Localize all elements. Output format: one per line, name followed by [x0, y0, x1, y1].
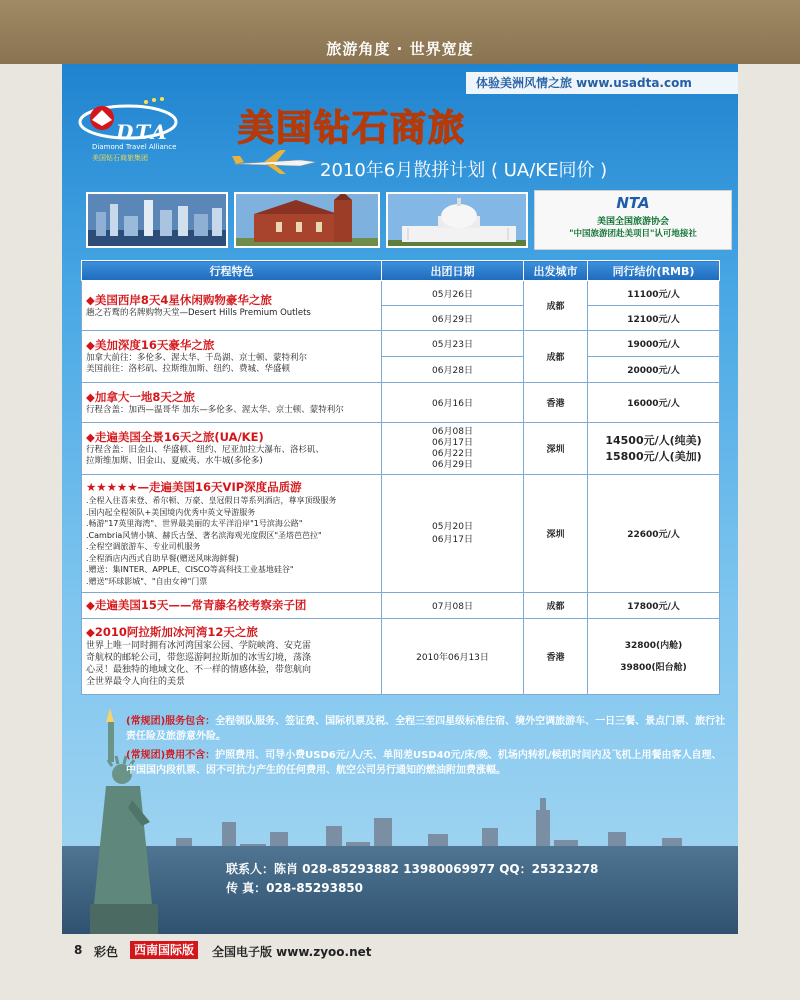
price-cell: 20000元/人: [588, 357, 720, 383]
nta-badge: [534, 190, 732, 250]
trip-desc: .全程入住喜来登、希尔顿、万豪、皇冠假日等系列酒店，尊享顶级服务 .国内起全程领队+美国境内优秀中英文导游服务 .畅游"17英里海湾"、世界最美丽的太平洋沿岸"1号滨海公路" .Cambria风情小镇、赫氏古堡、著名滨海观光度假区"圣塔芭芭拉" .全程空调旅游车、专业司机服务 .全程酒店内西式自助早餐(赠送风味海鲜餐) .赠送：集INTER、APPLE、CISCO等高科技工业基地硅谷" .赠送"环球影城"、"自由女神"门票: [86, 496, 337, 586]
date-cell: 2010年06月13日: [382, 619, 524, 695]
dta-logo: [76, 96, 236, 166]
table-header-row: [82, 261, 720, 281]
logo-subtitle-en: Diamond Travel Alliance: [92, 143, 177, 151]
trip-title[interactable]: ◆加拿大一地8天之旅: [86, 389, 195, 404]
date-cell: 06月08日 06月17日 06月22日 06月29日: [382, 423, 524, 475]
nta-logo-icon: NTA: [616, 194, 650, 212]
trip-desc: 加拿大前往：多伦多、渥太华、千岛湖、京士顿、蒙特利尔 美国前往：洛杉矶、拉斯维加斯、纽约、费城、华盛顿: [86, 353, 308, 374]
city-cell: 成都: [524, 593, 588, 619]
table-row: [82, 383, 720, 423]
city-cell: 深圳: [524, 423, 588, 475]
trip-title[interactable]: ◆走遍美国全景16天之旅(UA/KE): [86, 430, 264, 444]
date-cell: 05月23日: [382, 331, 524, 357]
trip-title[interactable]: ◆走遍美国15天——常青藤名校考察亲子团: [86, 598, 307, 612]
date-cell: 06月29日: [382, 306, 524, 331]
price-cell: 22600元/人: [588, 475, 720, 593]
top-slogan: 旅游角度 · 世界宽度: [326, 40, 474, 58]
price-cell: 11100元/人: [588, 281, 720, 306]
table-row: [82, 593, 720, 619]
photo-brick-church: [234, 192, 380, 248]
notes-block: [126, 714, 726, 778]
trip-cell: [82, 619, 382, 695]
table-row: [82, 619, 720, 695]
header-city: 出发城市: [524, 261, 588, 281]
table-row: [82, 475, 720, 593]
itinerary-table: [81, 260, 720, 695]
logo-text: DTA: [116, 120, 169, 144]
trip-cell: [82, 331, 382, 383]
city-cell: 香港: [524, 383, 588, 423]
nta-line2: "中国旅游团赴美项目"认可地接社: [569, 229, 697, 239]
photo-us-capitol: [386, 192, 528, 248]
contact-block: [226, 860, 598, 898]
national-edition-link[interactable]: 全国电子版 www.zyoo.net: [212, 945, 372, 959]
date-cell: 06月16日: [382, 383, 524, 423]
city-cell: 成都: [524, 281, 588, 331]
trip-title[interactable]: ◆2010阿拉斯加冰河湾12天之旅: [86, 625, 258, 639]
poster: [62, 64, 738, 934]
trip-cell: [82, 593, 382, 619]
trip-cell: [82, 383, 382, 423]
page-number: 8: [74, 943, 83, 957]
date-cell: 07月08日: [382, 593, 524, 619]
note-label: (常规团)服务包含：: [126, 716, 216, 727]
subtitle: 2010年6月散拼计划 ( UA/KE同价 ): [320, 160, 608, 181]
nta-line1: 美国全国旅游协会: [596, 217, 669, 227]
city-cell: 成都: [524, 331, 588, 383]
note-text: 护照费用、司导小费USD6元/人/天、单间差USD40元/床/晚、机场内转机/候机时间内及飞机上用餐由客人自理、中国国内段机票、因不可抗力产生的任何费用、航空公司另行通知的燃油附加费涨幅。: [126, 750, 722, 776]
city-cell: 深圳: [524, 475, 588, 593]
note-included: [126, 714, 726, 744]
trip-desc: 趟之若鹜的名牌购物天堂—Desert Hills Premium Outlets: [86, 307, 311, 318]
headline: 美国钻石商旅: [238, 107, 467, 149]
date-cell: 06月28日: [382, 357, 524, 383]
trip-title[interactable]: ◆美加深度16天豪华之旅: [86, 338, 215, 352]
header-price: 同行结价(RMB): [588, 261, 720, 281]
table-row: [82, 331, 720, 357]
table-row: [82, 423, 720, 475]
trip-cell: [82, 423, 382, 475]
header-trip: 行程特色: [82, 261, 382, 281]
trip-desc: 世界上唯一同时拥有冰河湾国家公园、学院峡湾、安克雷 奇航权的邮轮公司，带您巡游阿拉斯加的冰雪幻境，荡涤 心灵！最独特的地域文化、不一样的情感体验，带您航向 全世界最令人向往的美景: [86, 641, 312, 687]
price-cell: 17800元/人: [588, 593, 720, 619]
date-cell: 05月26日: [382, 281, 524, 306]
price-line: 15800元/人(美加): [605, 449, 702, 463]
price-cell: 12100元/人: [588, 306, 720, 331]
trip-cell: [82, 475, 382, 593]
price-cell: 16000元/人: [588, 383, 720, 423]
trip-desc: 行程含盖：加西—温哥华 加东—多伦多、渥太华、京士顿、蒙特利尔: [86, 404, 344, 415]
table-row: [82, 281, 720, 306]
price-line: 14500元/人(纯美): [605, 433, 702, 447]
price-line: 39800(阳台舱): [620, 662, 687, 673]
trip-desc: 行程含盖：旧金山、华盛顿、纽约、尼亚加拉大瀑布、洛杉矶、 拉斯维加斯、旧金山、夏威夷、水牛城(多伦多): [86, 445, 325, 466]
trip-cell: [82, 281, 382, 331]
price-cell: 19000元/人: [588, 331, 720, 357]
url-bar[interactable]: 体验美洲风情之旅 www.usadta.com: [466, 72, 738, 94]
footer: [0, 936, 800, 1000]
note-label: (常规团)费用不含：: [126, 750, 216, 761]
contact-phone[interactable]: 联系人：陈肖 028-85293882 13980069977 QQ：25323278: [226, 862, 599, 876]
trip-title[interactable]: ★★★★★—走遍美国16天VIP深度品质游: [86, 480, 302, 494]
note-text: 全程领队服务、签证费、国际机票及税、全程三至四星级标准住宿、境外空调旅游车、一日三餐、景点门票、旅行社责任险及旅游意外险。: [126, 716, 726, 742]
price-line: 32800(内舱): [624, 640, 683, 651]
price-cell: [588, 423, 720, 475]
contact-fax: 传 真：028-85293850: [226, 881, 364, 895]
note-excluded: [126, 748, 726, 778]
header-date: 出团日期: [382, 261, 524, 281]
color-label: 彩色: [94, 945, 119, 959]
city-cell: 香港: [524, 619, 588, 695]
airplane-icon: [230, 148, 320, 176]
price-cell: [588, 619, 720, 695]
edition-badge: 西南国际版: [130, 941, 198, 959]
logo-subtitle-cn: 美国钻石商旅集团: [92, 154, 148, 162]
date-cell: 05月20日 06月17日: [382, 475, 524, 593]
photo-city-skyline: [86, 192, 228, 248]
trip-title[interactable]: ◆美国西岸8天4星休闲购物豪华之旅: [86, 292, 272, 307]
